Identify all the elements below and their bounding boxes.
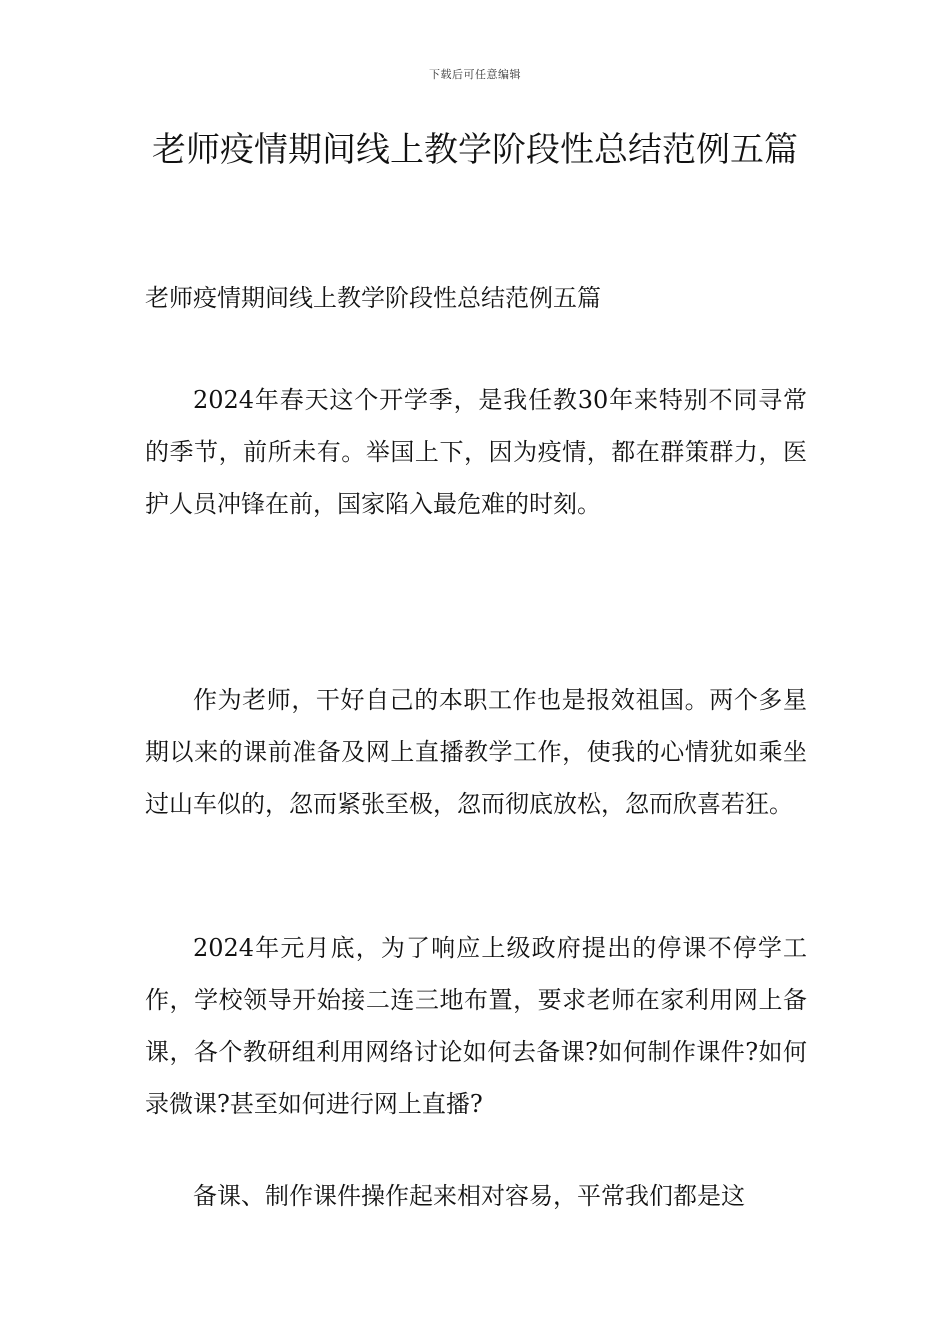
paragraph-4: 备课、制作课件操作起来相对容易，平常我们都是这 [193, 1182, 745, 1210]
document-title: 老师疫情期间线上教学阶段性总结范例五篇 [152, 130, 798, 170]
header-note: 下载后可任意编辑 [429, 68, 521, 81]
paragraph-2: 作为老师，干好自己的本职工作也是报效祖国。两个多星期以来的课前准备及网上直播教学工作，使我的心情犹如乘坐过山车似的，忽而紧张至极，忽而彻底放松，忽而欣喜若狂。 [145, 686, 807, 818]
paragraph-1: 2024年春天这个开学季，是我任教30年来特别不同寻常的季节，前所未有。举国上下，因为疫情，都在群策群力，医护人员冲锋在前，国家陷入最危难的时刻。 [145, 386, 807, 518]
paragraph-3: 2024年元月底，为了响应上级政府提出的停课不停学工作，学校领导开始接二连三地布置，要求老师在家利用网上备课，各个教研组利用网络讨论如何去备课?如何制作课件?如何录微课?甚至如何进行网上直播? [145, 934, 807, 1118]
document-subtitle: 老师疫情期间线上教学阶段性总结范例五篇 [145, 284, 601, 312]
